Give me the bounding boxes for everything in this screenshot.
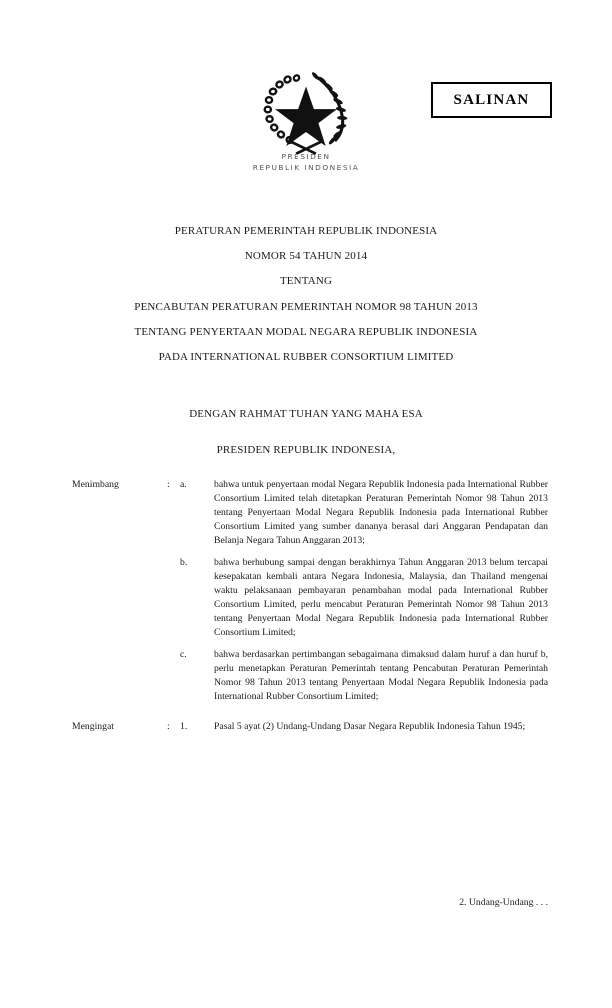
title-line-subject-1: PENCABUTAN PERATURAN PEMERINTAH NOMOR 98 TAHUN 2013 [134, 300, 478, 313]
document-header [0, 0, 612, 200]
menimbang-item-c-marker: c. [180, 649, 187, 660]
menimbang-item-c-text: bahwa berdasarkan pertimbangan sebagaimana dimaksud dalam huruf a dan huruf b, perlu menetapkan Peraturan Pemerintah tentang Pencabutan Peraturan Pemerintah Nomor 98 Tahun 2013 tentang Penyertaan Modal Negara Republik Indonesia pada International Rubber Consortium Limited; [214, 649, 548, 702]
menimbang-item-a-marker: a. [180, 479, 187, 490]
clause-spacer [0, 548, 612, 556]
mengingat-colon: : [167, 721, 170, 732]
title-line-subject-2: TENTANG PENYERTAAN MODAL NEGARA REPUBLIK INDONESIA [134, 325, 478, 338]
menimbang-item-b-marker: b. [180, 557, 188, 568]
emblem-caption-line-2: REPUBLIK INDONESIA [252, 162, 360, 172]
indonesia-presidential-emblem-icon [258, 66, 354, 158]
menimbang-item-b-text: bahwa berhubung sampai dengan berakhirnya Tahun Anggaran 2013 belum tercapai kesepakatan kembali antara Negara Indonesia, Malaysia, dan Thailand mengenai waktu pelaksanaan pembayaran penambahan modal pada International Rubber Consortium Limited, perlu mencabut Peraturan Pemerintah Nomor 98 Tahun 2013 tentang Penyertaan Modal Negara Republik Indonesia pada International Rubber Consortium Limited; [214, 557, 548, 638]
preamble-line-president: PRESIDEN REPUBLIK INDONESIA, [216, 444, 396, 456]
document-clauses [0, 478, 612, 734]
menimbang-item-c [0, 648, 612, 704]
mengingat-item-1-text: Pasal 5 ayat (2) Undang-Undang Dasar Negara Republik Indonesia Tahun 1945; [214, 721, 526, 732]
mengingat-item-1 [0, 720, 612, 734]
menimbang-item-a-text: bahwa untuk penyertaan modal Negara Republik Indonesia pada International Rubber Consortium Limited telah ditetapkan Peraturan Pemerintah Nomor 98 Tahun 2013 tentang Penyertaan Modal Negara Republik Indonesia pada International Rubber Consortium Limited yang sumber dananya berasal dari Anggaran Pendapatan dan Belanja Negara Tahun Anggaran 2013; [214, 479, 548, 546]
title-line-regulation: PERATURAN PEMERINTAH REPUBLIK INDONESIA [174, 225, 438, 237]
salinan-stamp [431, 82, 552, 118]
clause-spacer [0, 640, 612, 648]
document-title-block [56, 219, 556, 370]
title-line-number: NOMOR 54 TAHUN 2014 [244, 250, 368, 263]
menimbang-label: Menimbang [72, 479, 119, 490]
preamble-line-blessing: DENGAN RAHMAT TUHAN YANG MAHA ESA [189, 408, 423, 420]
menimbang-item-b [0, 556, 612, 640]
title-line-subject-3: PADA INTERNATIONAL RUBBER CONSORTIUM LIMITED [158, 351, 454, 364]
mengingat-label: Mengingat [72, 721, 114, 732]
mengingat-section [0, 720, 612, 734]
emblem-caption [206, 152, 406, 173]
salinan-stamp-label: SALINAN [453, 91, 530, 108]
section-spacer [0, 704, 612, 720]
page-continuation-note: 2. Undang-Undang . . . [459, 897, 548, 908]
document-preamble [56, 396, 556, 468]
menimbang-item-a [0, 478, 612, 548]
menimbang-colon: : [167, 479, 170, 490]
emblem-caption-line-1: PRESIDEN [281, 152, 331, 161]
title-line-tentang: TENTANG [279, 275, 333, 288]
mengingat-item-1-marker: 1. [180, 721, 188, 732]
menimbang-section [0, 478, 612, 704]
